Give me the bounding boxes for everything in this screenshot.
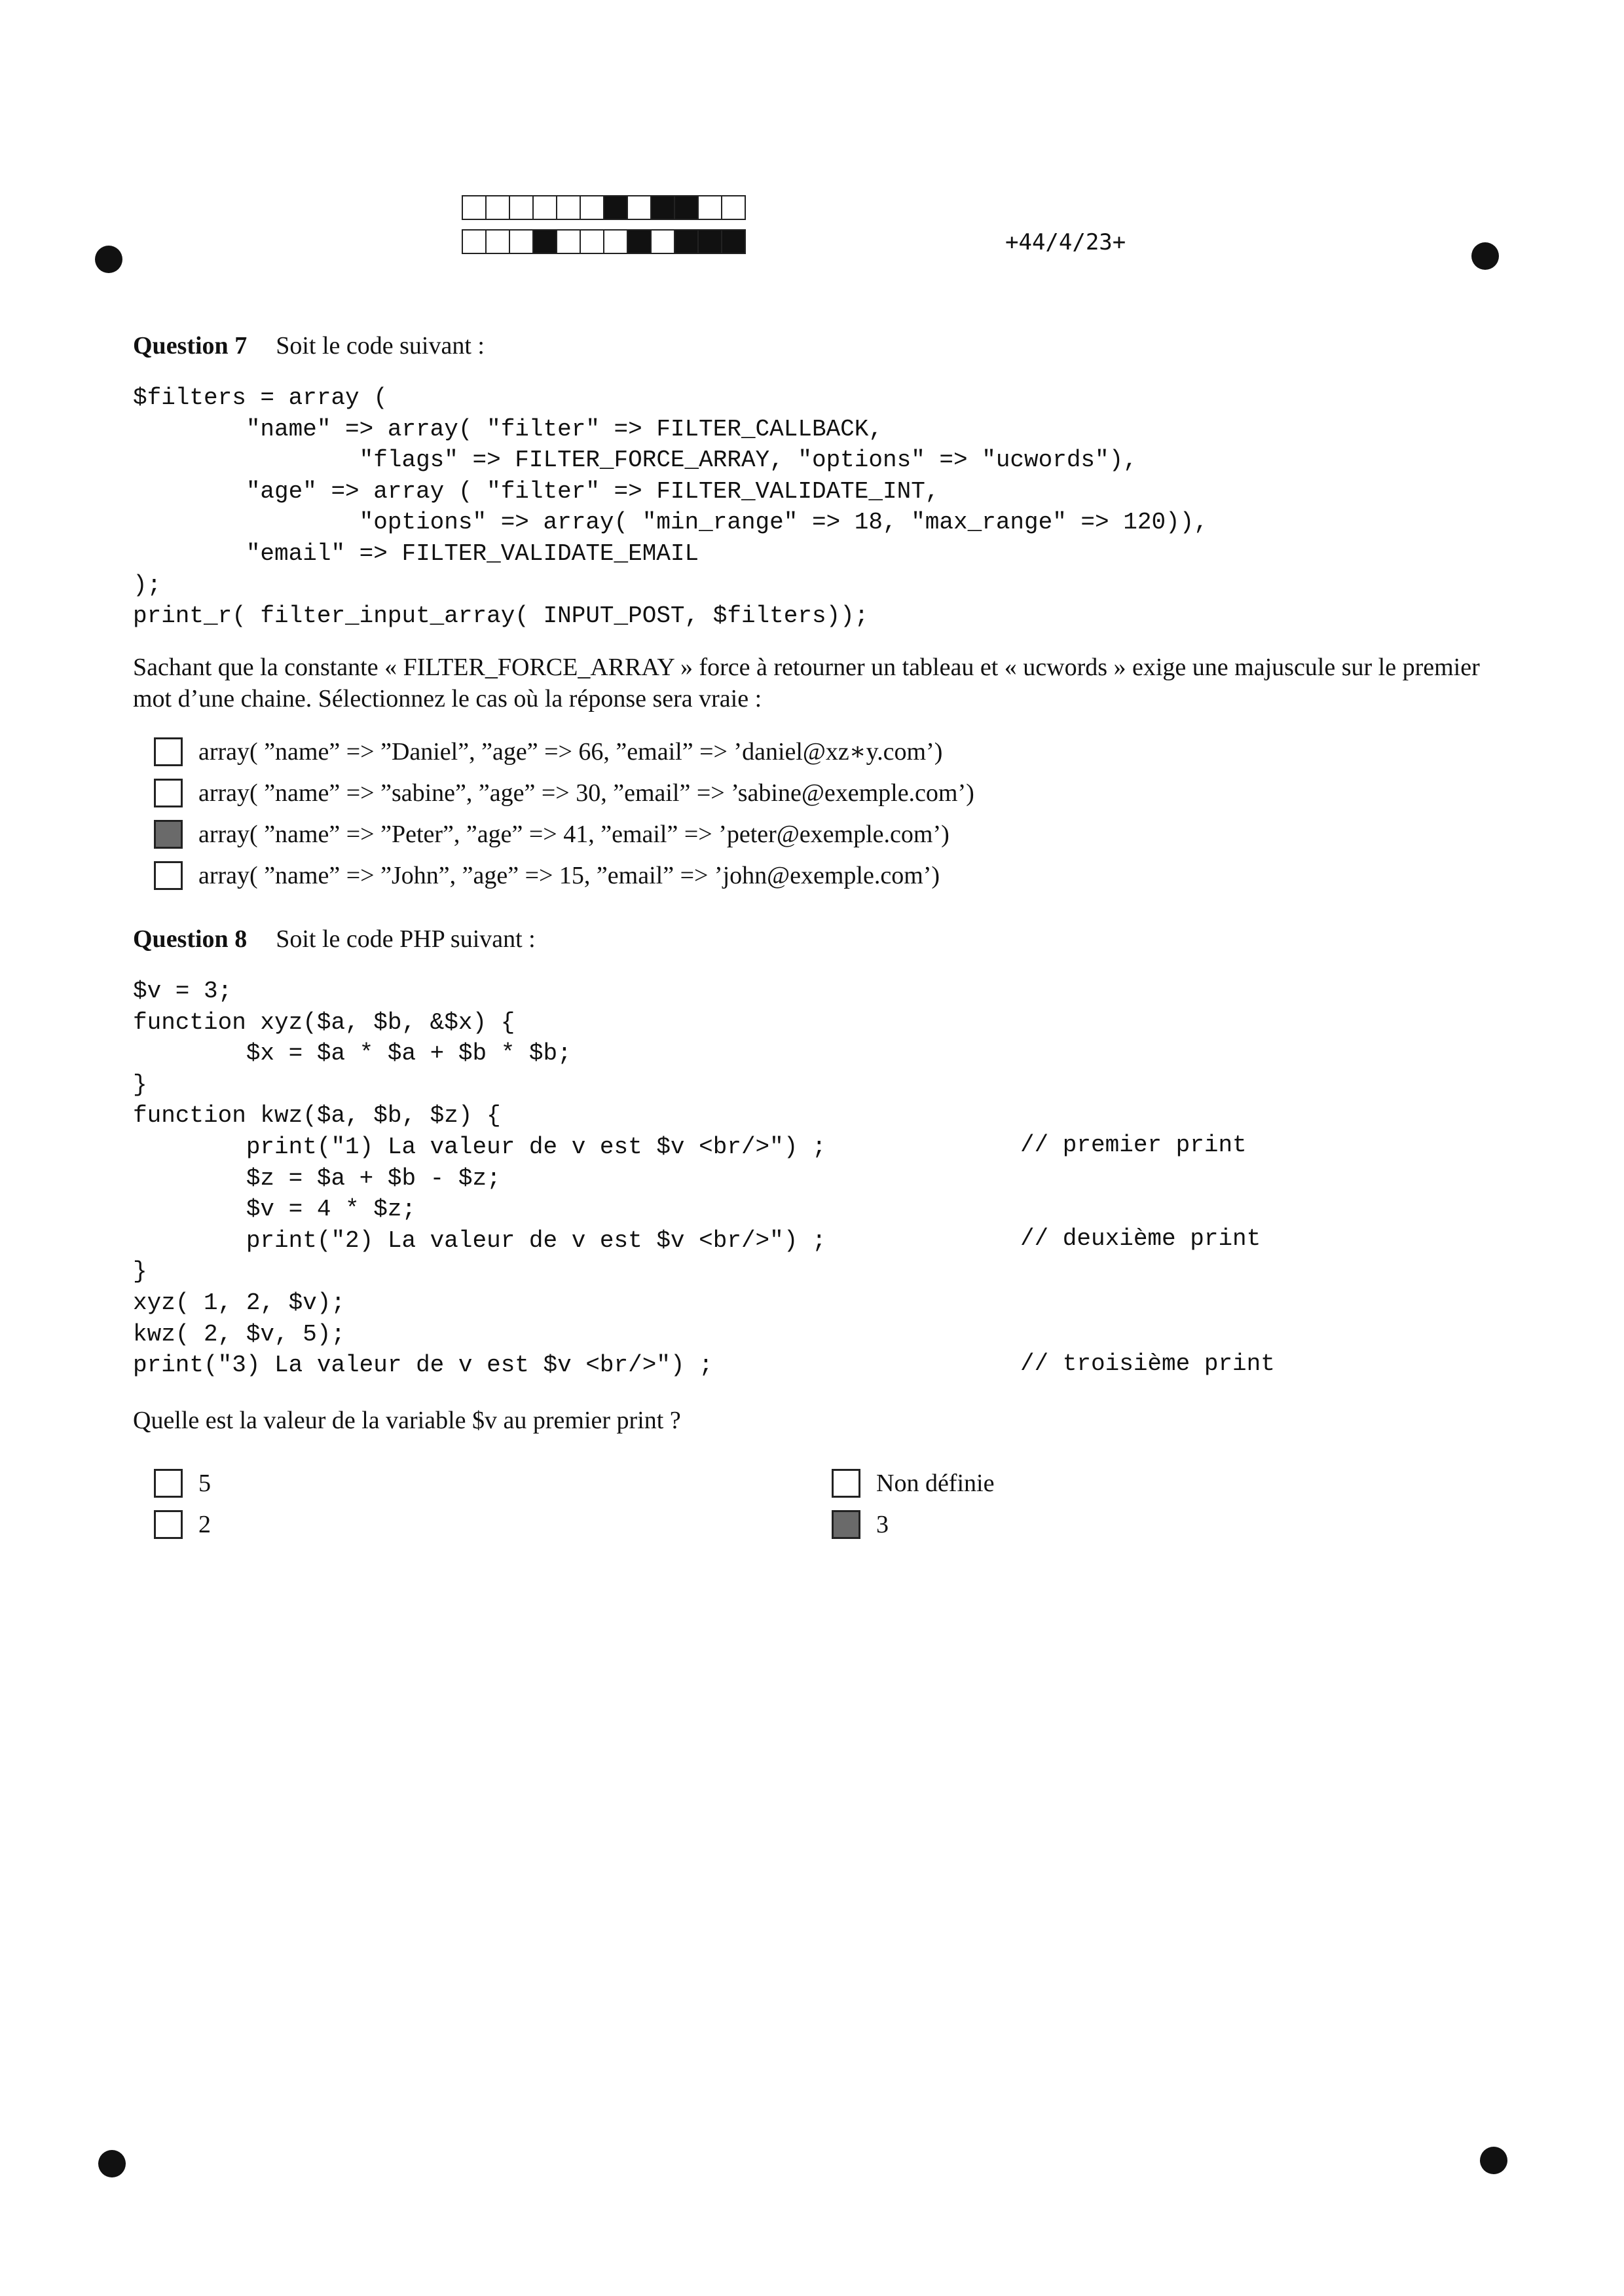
grid-cell (697, 229, 722, 254)
grid-cell (532, 195, 557, 220)
q8-option-2-label: 2 (198, 1510, 211, 1538)
comment-third-print: // troisième print (1020, 1350, 1275, 1377)
q8-option-non-definie[interactable] (832, 1462, 994, 1504)
registration-mark-top-left (95, 246, 122, 273)
q8-option-non-definie-checkbox[interactable] (832, 1469, 860, 1498)
q8-option-3-label: 3 (876, 1510, 889, 1538)
question-8-options-left (154, 1462, 211, 1545)
code-grid-row-2 (462, 229, 745, 255)
grid-cell (721, 229, 746, 254)
grid-cell (580, 195, 604, 220)
question-8-options-right (832, 1462, 994, 1545)
grid-cell (485, 229, 510, 254)
code-grid-row-1 (462, 195, 745, 221)
comment-second-print: // deuxième print (1020, 1225, 1261, 1252)
q8-option-non-definie-label: Non définie (876, 1469, 995, 1497)
question-8-code: $v = 3; function xyz($a, $b, &$x) { $x = $a * $a + $b * $b; } function kwz($a, $b, $z) { print("1) La valeur de v est $v <br/>") ; $z = $a + $b - $z; $v = 4 * $z; print("2) La valeur de v est $v <br/>") ; } xyz( 1, 2, $v); kwz( 2, $v, 5); print("3) La valeur de v est $v <br/>") ; (133, 978, 826, 1379)
question-7-code: $filters = array ( "name" => array( "filter" => FILTER_CALLBACK, "flags" => FILTER_FORCE_ARRAY, "options" => "ucwords"), "age" => array ( "filter" => FILTER_VALIDATE_INT, "options" => array( "min_range" => 18, "max_range" => 120)), "email" => FILTER_VALIDATE_EMAIL ); print_r( filter_input_array( INPUT_POST, $filters)); (133, 384, 1208, 630)
grid-cell (509, 195, 534, 220)
grid-cell (532, 229, 557, 254)
grid-cell (485, 195, 510, 220)
page-id: +44/4/23+ (1005, 229, 1126, 255)
grid-cell (462, 195, 487, 220)
q7-option-2-label: array( ”name” => ”sabine”, ”age” => 30, ”email” => ’sabine@exemple.com’) (198, 779, 974, 807)
grid-cell (650, 229, 675, 254)
grid-cell (580, 229, 604, 254)
registration-mark-bottom-right (1480, 2147, 1507, 2174)
question-7-title (133, 331, 485, 360)
q8-option-5-checkbox[interactable] (154, 1469, 183, 1498)
q8-option-5-label: 5 (198, 1469, 211, 1497)
question-8-intro: Soit le code PHP suivant : (276, 925, 536, 953)
q7-option-3[interactable] (154, 813, 974, 855)
grid-cell (650, 195, 675, 220)
q7-option-3-label: array( ”name” => ”Peter”, ”age” => 41, ”email” => ’peter@exemple.com’) (198, 820, 950, 848)
q8-option-2-checkbox[interactable] (154, 1510, 183, 1539)
q8-option-5[interactable] (154, 1462, 211, 1504)
q7-option-1-label: array( ”name” => ”Daniel”, ”age” => 66, ”email” => ’daniel@xz∗y.com’) (198, 738, 943, 766)
registration-mark-top-right (1471, 242, 1499, 270)
grid-cell (721, 195, 746, 220)
q7-option-1[interactable] (154, 731, 974, 772)
grid-cell (697, 195, 722, 220)
grid-cell (556, 229, 581, 254)
q8-option-3-checkbox[interactable] (832, 1510, 860, 1539)
question-8-label: Question 8 (133, 925, 248, 953)
grid-cell (674, 195, 699, 220)
grid-cell (509, 229, 534, 254)
grid-cell (603, 195, 628, 220)
q7-option-3-checkbox[interactable] (154, 820, 183, 849)
q7-option-4[interactable] (154, 855, 974, 896)
grid-cell (627, 229, 652, 254)
grid-cell (556, 195, 581, 220)
q7-option-1-checkbox[interactable] (154, 737, 183, 766)
question-7-statement: Sachant que la constante « FILTER_FORCE_ARRAY » force à retourner un tableau et « ucwords » exige une majuscule sur le premier mot d’une chaine. Sélectionnez le cas où la réponse sera vraie : (133, 654, 1480, 713)
q7-option-4-checkbox[interactable] (154, 861, 183, 890)
registration-mark-bottom-left (98, 2150, 126, 2177)
comment-first-print: // premier print (1020, 1132, 1247, 1158)
question-8-title (133, 925, 536, 954)
question-7-intro: Soit le code suivant : (276, 332, 485, 360)
grid-cell (462, 229, 487, 254)
q8-option-3[interactable] (832, 1504, 994, 1545)
q7-option-2-checkbox[interactable] (154, 779, 183, 807)
q7-option-4-label: array( ”name” => ”John”, ”age” => 15, ”email” => ’john@exemple.com’) (198, 861, 940, 889)
question-7-options (154, 731, 974, 896)
question-7-label: Question 7 (133, 332, 248, 360)
question-8-question: Quelle est la valeur de la variable $v au premier print ? (133, 1407, 681, 1434)
grid-cell (674, 229, 699, 254)
grid-cell (627, 195, 652, 220)
grid-cell (603, 229, 628, 254)
q7-option-2[interactable] (154, 772, 974, 813)
q8-option-2[interactable] (154, 1504, 211, 1545)
